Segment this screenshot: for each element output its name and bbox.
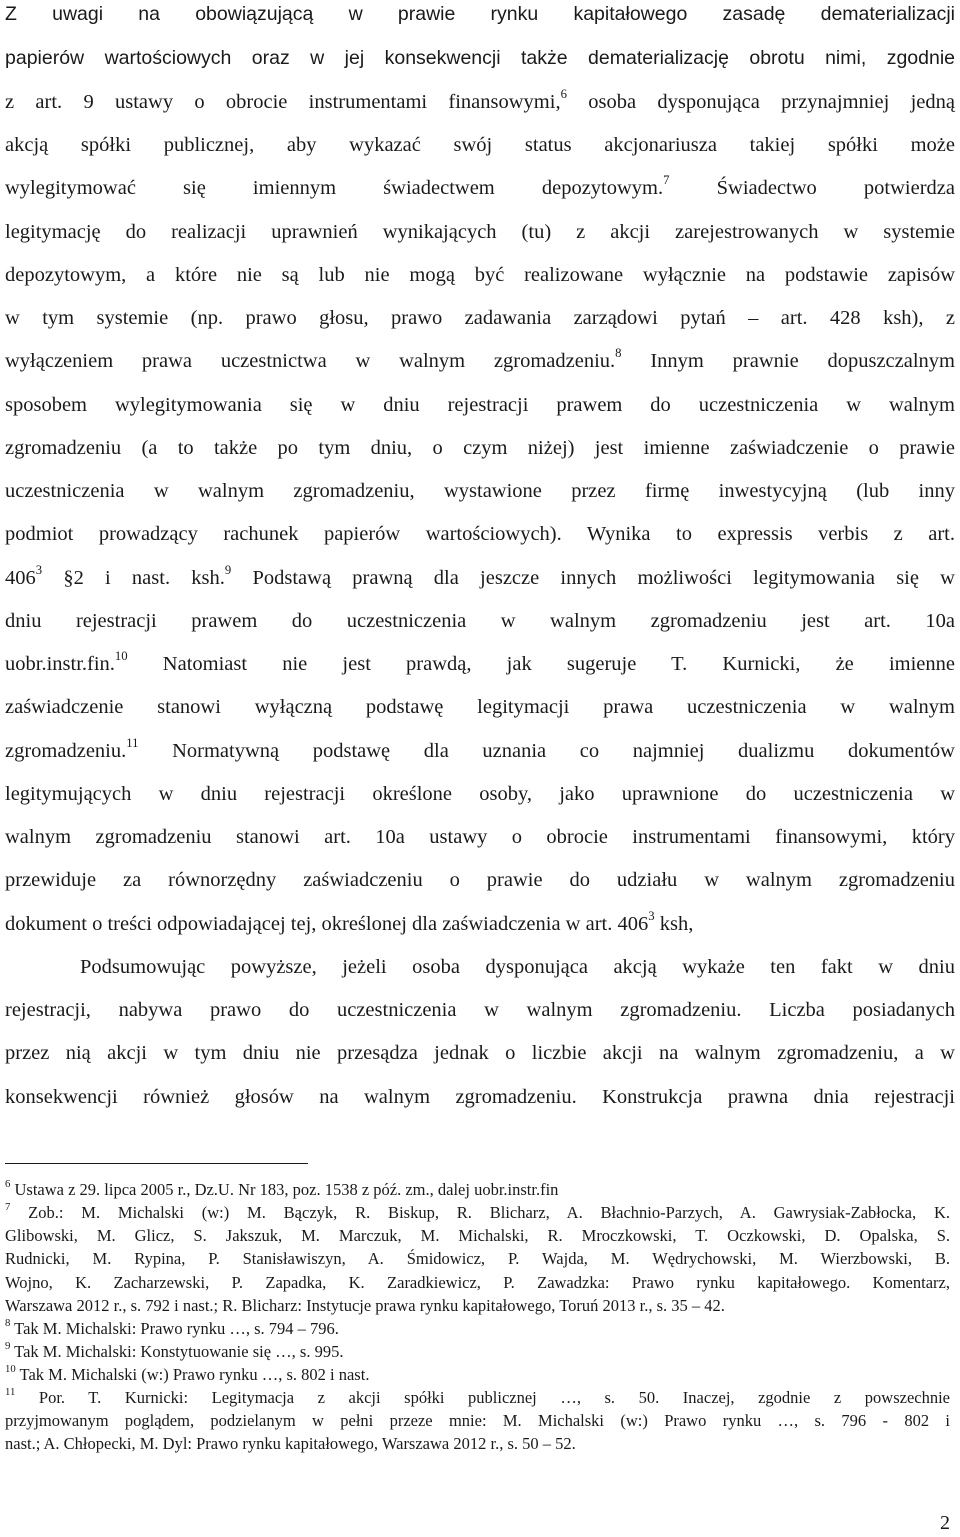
body-line: z art. 9 ustawy o obrocie instrumentami finansowymi,$^6$ osoba dysponująca przynajmniej jedną: [5, 87, 955, 113]
superscript: 3: [648, 909, 655, 924]
body-line: przewiduje za równorzędny zaświadczeniu o prawie do udziału w walnym zgromadzeniu: [5, 869, 955, 891]
footnote-number: 7: [5, 1200, 11, 1213]
footnote-line: $^{11}$ Por. T. Kurnicki: Legitymacja z akcji spółki publicznej …, s. 50. Inaczej, zgodnie z powszechnie: [5, 1385, 950, 1407]
page-number: 2: [940, 1512, 950, 1534]
body-line: przez nią akcji w tym dniu nie przesądza jednak o liczbie akcji na walnym zgromadzeniu, a w: [5, 1042, 955, 1064]
body-line: legitymację do realizacji uprawnień wynikających (tu) z akcji zarejestrowanych w systemie: [5, 221, 955, 243]
superscript: 3: [35, 563, 43, 578]
body-line: papierów wartościowych oraz w jej konsekwencji także dematerializację obrotu nimi, zgodnie: [5, 47, 955, 69]
footnote-line: nast.; A. Chłopecki, M. Dyl: Prawo rynku kapitałowego, Warszawa 2012 r., s. 50 – 52.: [5, 1434, 576, 1453]
body-line: podmiot prowadzący rachunek papierów wartościowych). Wynika to expressis verbis z art.: [5, 523, 955, 545]
body-line: dokument o treści odpowiadającej tej, określonej dla zaświadczenia w art. $406^3$ ksh,: [5, 909, 694, 935]
footnote-line: $^8$ Tak M. Michalski: Prawo rynku …, s. 794 – 796.: [5, 1316, 339, 1338]
body-line: uobr.instr.fin.$^{10}$ Natomiast nie jest prawdą, jak sugeruje T. Kurnicki, że imienne: [5, 649, 955, 675]
body-line: w tym systemie (np. prawo głosu, prawo zadawania zarządowi pytań – art. 428 ksh), z: [5, 307, 955, 329]
footnote-line: Wojno, K. Zacharzewski, P. Zapadka, K. Zaradkiewicz, P. Zawadzka: Prawo rynku kapitałowego. Komentarz,: [5, 1273, 950, 1292]
footnote-ref: 10: [114, 649, 128, 664]
body-line: Podsumowując powyższe, jeżeli osoba dysponująca akcją wykaże ten fakt w dniu: [80, 956, 955, 978]
body-line: depozytowym, a które nie są lub nie mogą być realizowane wyłącznie na podstawie zapisów: [5, 264, 955, 286]
body-line: zgromadzeniu (a to także po tym dniu, o czym niżej) jest imienne zaświadczenie o prawie: [5, 437, 955, 459]
footnote-line: $^9$ Tak M. Michalski: Konstytuowanie się …, s. 995.: [5, 1339, 344, 1361]
body-line: legitymujących w dniu rejestracji określone osoby, jako uprawnione do uczestniczenia w: [5, 783, 955, 805]
body-line: uczestniczenia w walnym zgromadzeniu, wystawione przez firmę inwestycyjną (lub inny: [5, 480, 955, 502]
body-line: zgromadzeniu.$^{11}$ Normatywną podstawę dla uznania co najmniej dualizmu dokumentów: [5, 736, 955, 762]
footnote-separator: [5, 1163, 308, 1164]
footnote-number: 6: [5, 1177, 11, 1190]
footnote-line: $^{10}$ Tak M. Michalski (w:) Prawo rynku …, s. 802 i nast.: [5, 1362, 370, 1384]
footnote-number: 10: [5, 1362, 16, 1375]
body-line: konsekwencji również głosów na walnym zgromadzeniu. Konstrukcja prawna dnia rejestracji: [5, 1086, 955, 1108]
footnote-number: 11: [5, 1385, 16, 1398]
body-line: wyłączeniem prawa uczestnictwa w walnym zgromadzeniu.$^8$ Innym prawnie dopuszczalnym: [5, 346, 955, 372]
footnote-line: Warszawa 2012 r., s. 792 i nast.; R. Blicharz: Instytucje prawa rynku kapitałowego, Toruń 2013 r., s. 35 – 42.: [5, 1296, 725, 1315]
body-line: Z uwagi na obowiązującą w prawie rynku kapitałowego zasadę dematerializacji: [5, 3, 955, 25]
body-line: walnym zgromadzeniu stanowi art. 10a ustawy o obrocie instrumentami finansowymi, który: [5, 826, 955, 848]
footnote-ref: 8: [615, 346, 622, 361]
footnote-ref: 11: [126, 736, 139, 751]
footnote-line: Rudnicki, M. Rypina, P. Stanisławiszyn, A. Śmidowicz, P. Wajda, M. Wędrychowski, M. Wierzbowski, B.: [5, 1249, 950, 1268]
body-line: $406^3$ §2 i nast. ksh.$^9$ Podstawą prawną dla jeszcze innych możliwości legitymowania się w: [5, 563, 955, 589]
footnote-line: przyjmowanym poglądem, podzielanym w pełni przeze mnie: M. Michalski (w:) Prawo rynku …, s. 796 - 802 i: [5, 1411, 950, 1430]
footnote-number: 8: [5, 1316, 11, 1329]
footnote-ref: 6: [560, 87, 567, 102]
body-line: zaświadczenie stanowi wyłączną podstawę legitymacji prawa uczestniczenia w walnym: [5, 696, 955, 718]
footnote-line: $^6$ Ustawa z 29. lipca 2005 r., Dz.U. Nr 183, poz. 1538 z póź. zm., dalej uobr.instr.fin: [5, 1177, 559, 1199]
body-line: sposobem wylegitymowania się w dniu rejestracji prawem do uczestniczenia w walnym: [5, 394, 955, 416]
body-line: dniu rejestracji prawem do uczestniczenia w walnym zgromadzeniu jest art. 10a: [5, 610, 955, 632]
body-line: wylegitymować się imiennym świadectwem depozytowym.$^7$ Świadectwo potwierdza: [5, 173, 955, 199]
footnote-line: $^7$ Zob.: M. Michalski (w:) M. Bączyk, R. Biskup, R. Blicharz, A. Błachnio-Parzych, A. Gawrysiak-Zabłocka, K.: [5, 1200, 950, 1222]
body-line: akcją spółki publicznej, aby wykazać swój status akcjonariusza takiej spółki może: [5, 134, 955, 156]
footnote-number: 9: [5, 1339, 11, 1352]
footnote-ref: 7: [663, 173, 670, 188]
footnote-ref: 9: [224, 563, 232, 578]
body-line: rejestracji, nabywa prawo do uczestniczenia w walnym zgromadzeniu. Liczba posiadanych: [5, 999, 955, 1021]
footnote-line: Glibowski, M. Glicz, S. Jakszuk, M. Marczuk, M. Michalski, R. Mroczkowski, T. Oczkowski, D. Opalska, S.: [5, 1226, 950, 1245]
